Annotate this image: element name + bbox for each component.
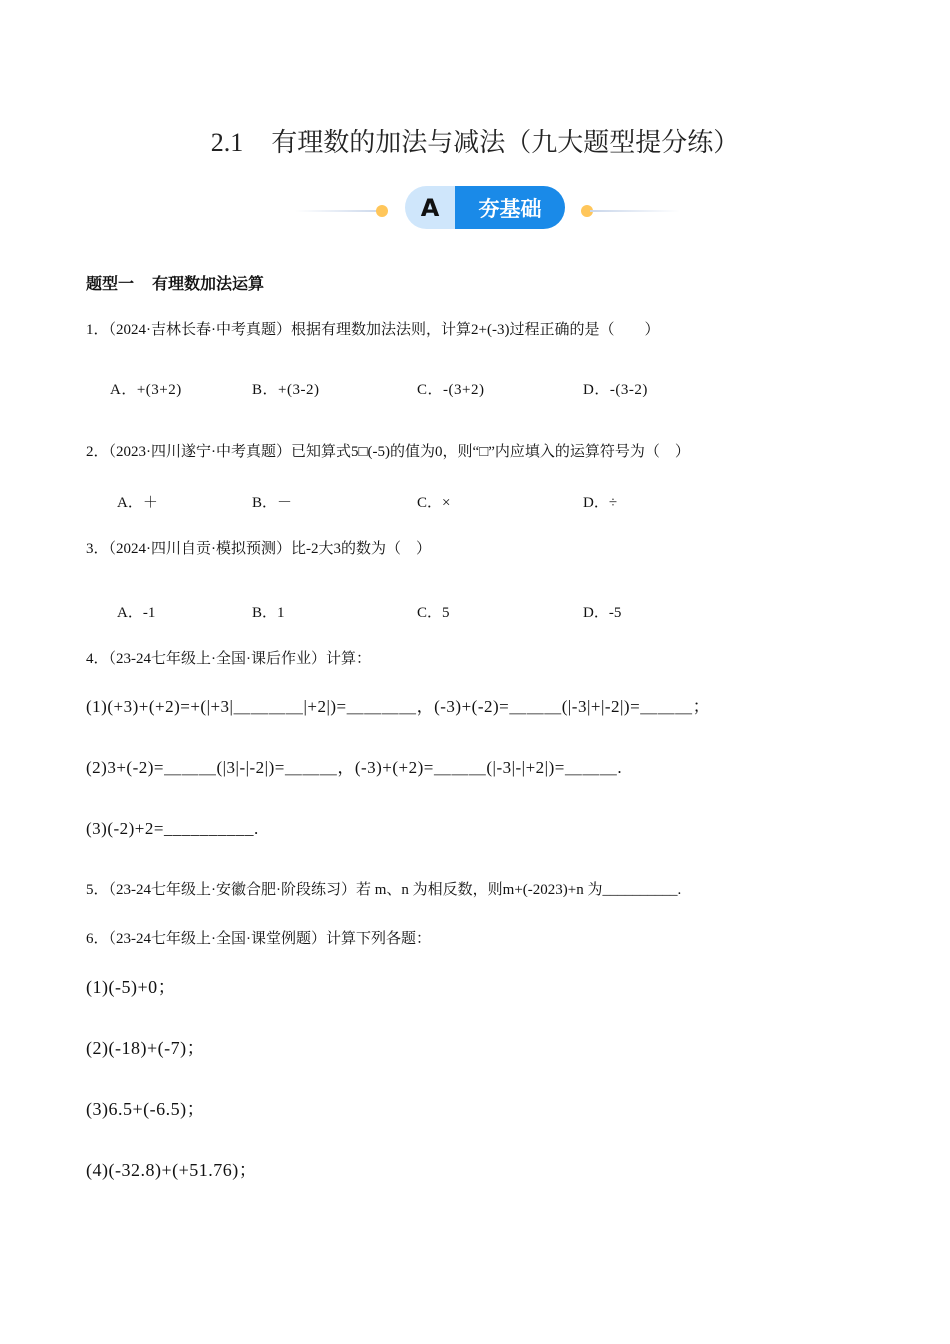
option: B．1 (252, 605, 285, 621)
section-heading: 题型一 有理数加法运算 (86, 274, 265, 293)
option: D．-(3-2) (583, 382, 648, 398)
question-3: 3．（2024·四川自贡·模拟预测）比-2大3的数为（ ） (86, 541, 431, 557)
level-banner (290, 186, 680, 230)
question-5: 5．（23-24七年级上·安徽合肥·阶段练习）若 m、n 为相反数，则m+(-2023)+n 为__________. (86, 882, 682, 898)
question-6: 6．（23-24七年级上·全国·课堂例题）计算下列各题： (86, 931, 431, 947)
question-6-part-3: (3)6.5+(-6.5)； (86, 1099, 206, 1119)
dot-left (376, 205, 388, 217)
option: D．÷ (583, 495, 618, 511)
question-6-part-1: (1)(-5)+0； (86, 977, 177, 997)
option: C．-(3+2) (417, 382, 485, 398)
option: A．-1 (117, 605, 156, 621)
divider-left (295, 210, 385, 212)
question-6-part-4: (4)(-32.8)+(+51.76)； (86, 1160, 258, 1180)
option: A．+(3+2) (110, 382, 182, 398)
page-title: 2.1 有理数的加法与减法（九大题型提分练） (210, 128, 740, 158)
question-4-part-1: (1)(+3)+(+2)=+(|+3|＿＿＿＿|+2|)=＿＿＿＿，(-3)+(-2)=＿＿＿(|-3|+|-2|)=＿＿＿； (86, 697, 711, 716)
question-4-part-3: (3)(-2)+2=__________. (86, 819, 259, 838)
option: B．+(3-2) (252, 382, 320, 398)
question-4-part-2: (2)3+(-2)=＿＿＿(|3|-|-2|)=＿＿＿，(-3)+(+2)=＿＿＿(|-3|-|+2|)=＿＿＿. (86, 758, 623, 777)
question-6-part-2: (2)(-18)+(-7)； (86, 1038, 206, 1058)
question-2: 2．（2023·四川遂宁·中考真题）已知算式5□(-5)的值为0，则“□”内应填入的运算符号为（ ） (86, 444, 690, 460)
option: C．5 (417, 605, 450, 621)
option: C．× (417, 495, 451, 511)
option: D．-5 (583, 605, 622, 621)
level-badge: A 夯基础 (405, 186, 565, 229)
question-1: 1．（2024·吉林长春·中考真题）根据有理数加法法则，计算2+(-3)过程正确的是（ ） (86, 322, 660, 338)
option: B．－ (252, 495, 293, 511)
option: A．＋ (117, 495, 158, 511)
question-4: 4．（23-24七年级上·全国·课后作业）计算： (86, 651, 371, 667)
divider-right (590, 210, 680, 212)
